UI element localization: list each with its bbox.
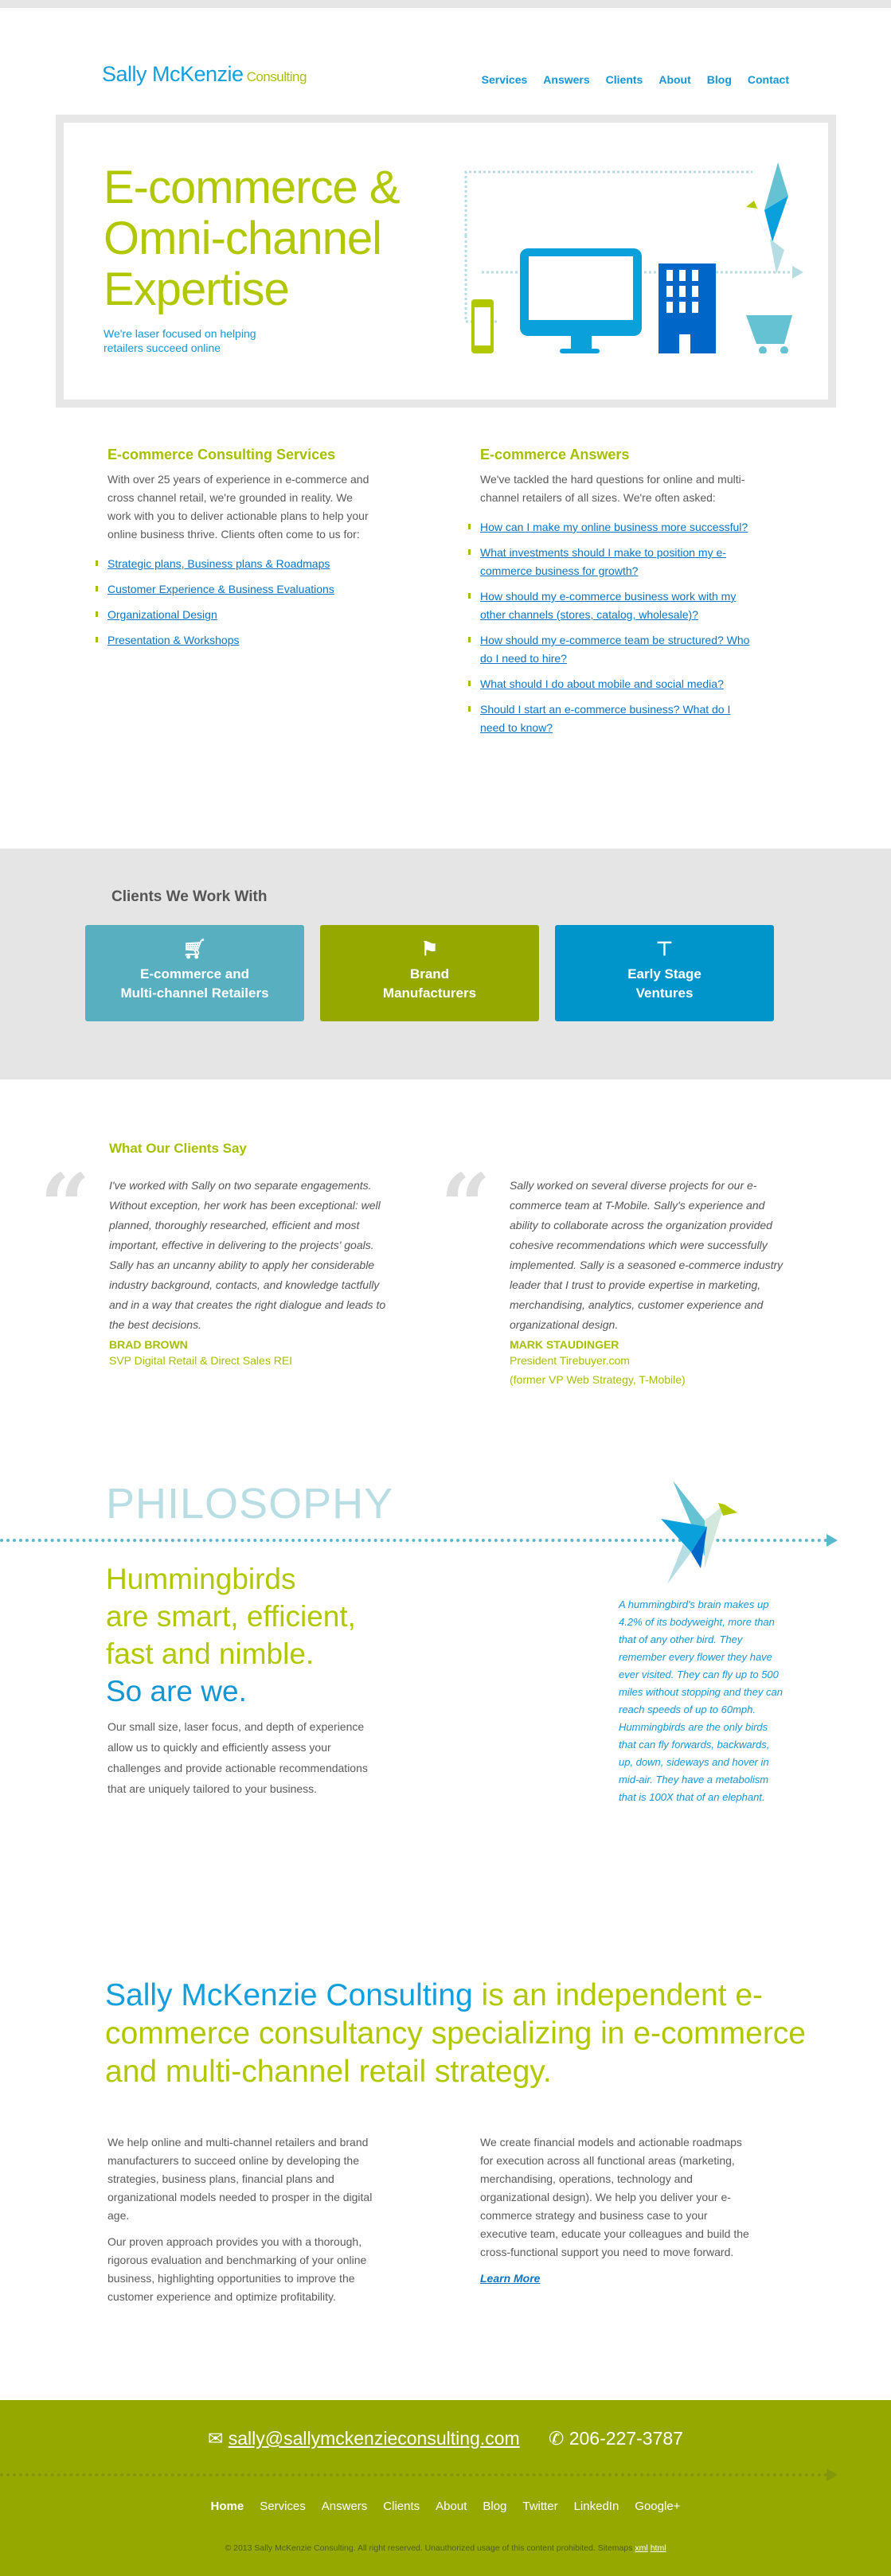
list-item — [107, 580, 378, 599]
nav-contact[interactable]: Contact — [747, 73, 789, 86]
arrow-icon — [827, 2469, 838, 2481]
mission-col-left — [107, 2133, 378, 2306]
answer-link[interactable]: What should I do about mobile and social media? — [480, 677, 724, 690]
nav-answers[interactable]: Answers — [543, 73, 590, 86]
footer-nav-twitter[interactable]: Twitter — [522, 2500, 558, 2513]
client-card-ventures[interactable]: ⊤ Early Stage Ventures — [555, 925, 774, 1021]
logo-sub: Consulting — [246, 69, 307, 84]
list-item — [480, 675, 751, 693]
answers-intro: We've tackled the hard questions for online and multi-channel retailers of all sizes. We're often asked: — [480, 473, 745, 504]
testimonial-name: MARK STAUDINGER — [510, 1338, 619, 1351]
philosophy-title: PHILOSOPHY — [106, 1480, 394, 1528]
service-link[interactable]: Customer Experience & Business Evaluations — [107, 583, 334, 595]
arrow-icon — [827, 1534, 838, 1547]
answer-link[interactable]: How should my e-commerce business work with my other channels (stores, catalog, wholesale)? — [480, 590, 737, 621]
services-intro: With over 25 years of experience in e-commerce and cross channel retail, we're grounded in reality. We work with you to deliver actionable plans to help your online business thrive. Clients often come to us for: — [107, 473, 369, 541]
sitemap-html-link[interactable]: html — [650, 2543, 666, 2553]
envelope-icon: ✉ — [208, 2428, 224, 2449]
list-item — [107, 606, 378, 624]
footer-nav-googleplus[interactable]: Google+ — [635, 2500, 681, 2513]
list-item — [107, 631, 378, 650]
footer-nav-linkedin[interactable]: LinkedIn — [573, 2500, 619, 2513]
clients-title: Clients We Work With — [111, 888, 268, 905]
answer-link[interactable]: What investments should I make to position my e-commerce business for growth? — [480, 546, 726, 577]
testimonial-quote: Sally worked on several diverse projects for our e-commerce team at T-Mobile. Sally's experience and ability to collaborate across the organization provided cohesive recommendations which were successfully implemented. Sally is a seasoned e-commerce industry leader that I trust to provide expertise in marketing, merchandising, analytics, customer experience and organizational design. — [510, 1179, 784, 1331]
list-item — [480, 631, 751, 668]
footer-nav-blog[interactable]: Blog — [483, 2500, 507, 2513]
footer-nav-clients[interactable]: Clients — [383, 2500, 420, 2513]
mission-statement: Sally McKenzie Consulting is an independent e-commerce consultancy specializing in e-commerce and multi-channel retail strategy. — [105, 1978, 806, 2089]
footer-nav-services[interactable]: Services — [260, 2500, 306, 2513]
client-card-brands[interactable]: ⚑ Brand Manufacturers — [320, 925, 539, 1021]
service-link[interactable]: Strategic plans, Business plans & Roadmaps — [107, 557, 330, 570]
flag-icon: ⚑ — [420, 939, 439, 960]
clients-band — [0, 849, 891, 1079]
hero-title: E-commerce & Omni-channel Expertise — [104, 162, 400, 315]
hummingbird-fact: A hummingbird's brain makes up 4.2% of its bodyweight, more than that of any other bird. They remember every flower they have ever visited. They can fly up to 500 miles without stopping and they can reach speeds of up to 60mph. Hummingbirds are the only birds that can fly forwards, backwards, up, down, sideways and hover in mid-air. They have a metabolism that is 100X that of an elephant. — [619, 1598, 783, 1803]
nav-clients[interactable]: Clients — [605, 73, 643, 86]
list-item — [480, 544, 751, 580]
answers-section — [480, 446, 751, 744]
footer-nav-answers[interactable]: Answers — [321, 2500, 368, 2513]
answer-link[interactable]: How should my e-commerce team be structured? Who do I need to hire? — [480, 634, 750, 665]
nav-services[interactable]: Services — [481, 73, 528, 86]
email-link[interactable]: sally@sallymckenzieconsulting.com — [228, 2428, 520, 2449]
footer — [0, 2400, 891, 2576]
sitemap-xml-link[interactable]: xml — [635, 2543, 648, 2553]
phone-icon: ✆ — [549, 2428, 565, 2449]
answer-link[interactable]: Should I start an e-commerce business? What do I need to know? — [480, 703, 731, 734]
hammer-icon: ⊤ — [656, 939, 673, 960]
philosophy-headline: Hummingbirds are smart, efficient, fast and nimble. So are we. — [106, 1563, 356, 1708]
top-bar — [0, 0, 891, 8]
footer-nav — [0, 2500, 891, 2513]
list-item — [480, 518, 751, 537]
list-item — [480, 587, 751, 624]
answers-title: E-commerce Answers — [480, 447, 630, 463]
mission-col-right — [480, 2133, 751, 2288]
testimonials-title-wrap — [109, 1141, 247, 1157]
cart-icon: 🛒︎ — [182, 939, 207, 960]
list-item — [107, 555, 378, 573]
nav-blog[interactable]: Blog — [706, 73, 732, 86]
list-item — [480, 701, 751, 737]
phone-number: 206-227-3787 — [569, 2428, 683, 2449]
testimonials-title: What Our Clients Say — [109, 1141, 247, 1156]
mission-paragraph: Our proven approach provides you with a thorough, rigorous evaluation and benchmarking of your online business, highlighting opportunities to improve the customer experience and optimize profitability. — [107, 2235, 367, 2303]
quote-mark-icon: “ — [440, 1154, 491, 1257]
quote-mark-icon: “ — [40, 1154, 91, 1257]
service-link[interactable]: Organizational Design — [107, 608, 217, 621]
learn-more-link[interactable]: Learn More — [480, 2272, 541, 2285]
logo-main: Sally McKenzie — [102, 62, 244, 86]
hero-banner — [56, 115, 836, 408]
mission-paragraph: We help online and multi-channel retailers and brand manufacturers to succeed online by developing the strategies, business plans, financial plans and organizational models needed to prosper in the digital age. — [107, 2136, 373, 2222]
testimonial-role: SVP Digital Retail & Direct Sales REI — [109, 1354, 293, 1367]
hero-subtitle: We're laser focused on helping retailers succeed online — [104, 327, 256, 354]
client-card-retailers[interactable]: 🛒︎ E-commerce and Multi-channel Retailers — [85, 925, 304, 1021]
footer-contact — [0, 2428, 891, 2449]
footer-nav-about[interactable]: About — [436, 2500, 467, 2513]
testimonial-name: BRAD BROWN — [109, 1338, 188, 1351]
service-link[interactable]: Presentation & Workshops — [107, 634, 240, 646]
answer-link[interactable]: How can I make my online business more successful? — [480, 521, 748, 533]
testimonial-quote: I've worked with Sally on two separate engagements. Without exception, her work has been exceptional: well planned, thoroughly researched, efficient and most important, effective in delivering to the projects' goals. Sally has an uncanny ability to apply her considerable industry background, contacts, and knowledge tactfully and in a way that creates the right dialogue and leads to the best decisions. — [109, 1179, 386, 1331]
testimonial-role: President Tirebuyer.com — [510, 1354, 630, 1367]
footer-dotted-divider — [0, 2473, 828, 2476]
nav-about[interactable]: About — [658, 73, 691, 86]
services-section — [107, 446, 378, 657]
services-title: E-commerce Consulting Services — [107, 447, 336, 463]
logo[interactable] — [102, 62, 307, 87]
footer-nav-home[interactable]: Home — [210, 2500, 244, 2513]
main-nav — [482, 73, 789, 86]
philosophy-body: Our small size, laser focus, and depth of experience allow us to quickly and efficiently assess your challenges and provide actionable recommendations that are uniquely tailored to your business. — [107, 1720, 368, 1795]
testimonial-role-former: (former VP Web Strategy, T-Mobile) — [510, 1373, 686, 1386]
testimonial — [510, 1176, 788, 1389]
ecommerce-illustration — [450, 162, 816, 353]
mission-paragraph: We create financial models and actionable roadmaps for execution across all functional areas (marketing, merchandising, operations, technology and organizational design). We help you deliver your e-commerce strategy and business case to your executive team, educate your colleagues and build the cross-functional support you need to move forward. — [480, 2136, 749, 2258]
testimonial — [109, 1176, 388, 1370]
hummingbird-icon — [661, 1481, 748, 1584]
copyright: © 2013 Sally McKenzie Consulting. All right reserved. Unauthorized usage of this content prohibited. Sitemaps xml html — [225, 2543, 666, 2553]
